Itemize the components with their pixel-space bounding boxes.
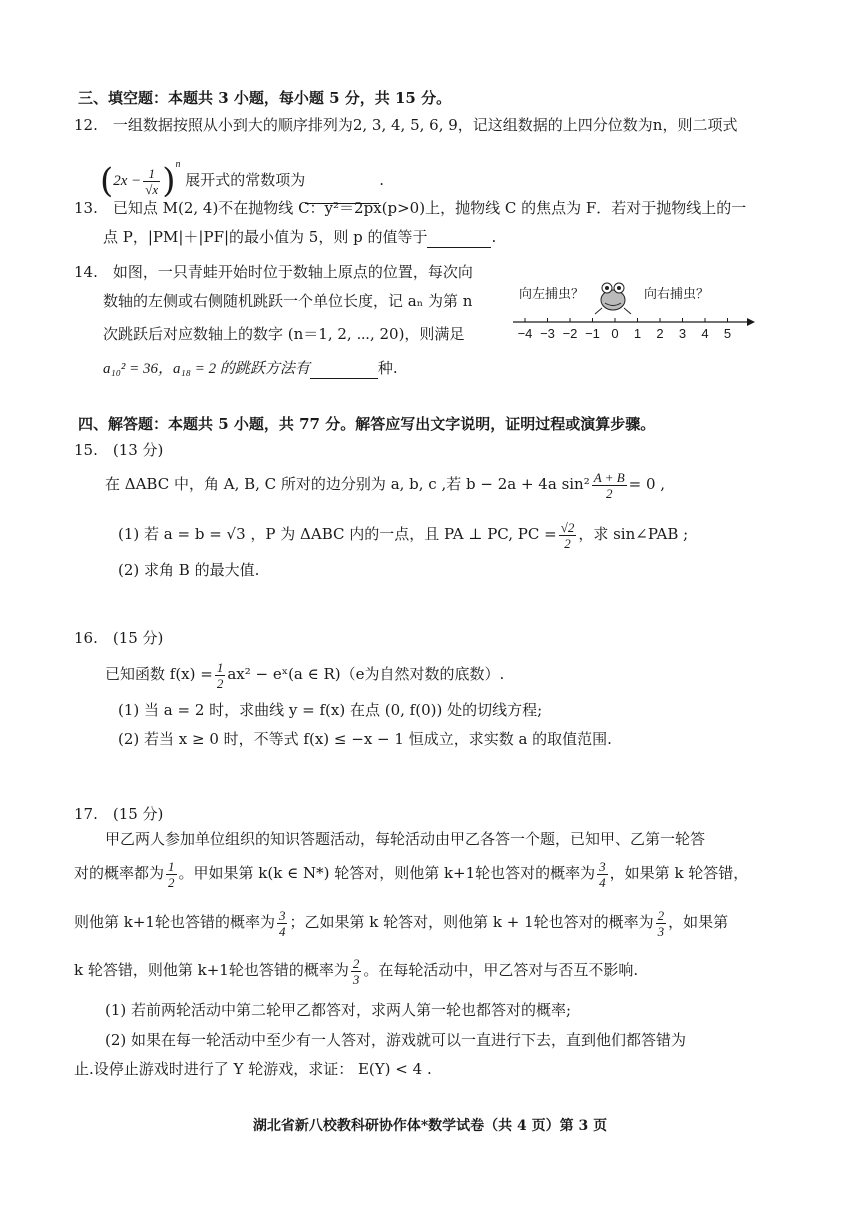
q15-p1-num: √2 [560,519,575,535]
q15-frac-num: A + B [593,469,625,485]
frac-den: 2 [168,874,175,890]
q12-fraction [143,166,160,197]
number-line-tick-label: 0 [611,326,619,341]
q14-condition: a₁₀² = 36，a₁₈ = 2 的跳跃方法有 [103,361,310,377]
q12-end: . [379,171,385,189]
number-line-tick-label: 5 [723,326,732,341]
q16-part2: (2) 若当 x ≥ 0 时，不等式 f(x) ≤ −x − 1 恒成立，求实数 a 的取值范围. [118,730,612,748]
q12-line2 [100,142,385,201]
paren-open: ( [100,161,114,201]
q17-line2 [74,853,748,893]
number-line-tick-label: 4 [701,326,709,341]
q16-heading: 16. (15 分) [74,629,164,647]
q15-stem-text: 在 ΔABC 中，角 A, B, C 所对的边分别为 a, b, c ,若 b − 2a + 4a sin² [105,475,590,493]
q17-l2-text-b: 。甲如果第 k(k ∈ N*) 轮答对，则他第 k+1轮也答对的概率为 [178,864,596,882]
q17-part2-line2: 止.设停止游戏时进行了 Y 轮游戏，求证： E(Y) < 4 . [74,1060,432,1078]
q17-line4 [74,950,638,990]
q15-part1-text: (1) 若 a = b = √3 ，P 为 ΔABC 内的一点，且 PA ⊥ PC, PC = [118,525,557,543]
frac-den: 3 [352,971,360,987]
frac-num: 1 [168,858,175,874]
number-line-tick-label: −1 [585,326,600,341]
axis-arrow-icon [747,318,755,326]
q15-part1 [118,514,688,554]
section-fill-in-heading: 三、填空题：本题共 3 小题，每小题 5 分，共 15 分。 [78,89,452,107]
q16-stem [105,654,504,694]
q17-l3-frac1 [277,908,288,939]
q12-line1: 12. 一组数据按照从小到大的顺序排列为2, 3, 4, 5, 6, 9，记这组数据的上四分位数为n，则二项式 [74,116,738,134]
q17-l3-text-b: ；乙如果第 k 轮答对，则他第 k + 1轮也答对的概率为 [289,913,654,931]
number-line-tick-label: 2 [656,326,664,341]
q17-l3-frac2 [656,908,667,939]
frac-num: 3 [278,907,286,923]
q15-stem [105,464,665,504]
q16-part1: (1) 当 a = 2 时，求曲线 y = f(x) 在点 (0, f(0)) 处的切线方程; [118,701,543,719]
q14-end: 种. [377,359,398,377]
q13-answer-blank [427,227,491,248]
q12-exponent: n [175,159,181,170]
frac-den: 4 [599,874,606,890]
q12-answer-blank [305,157,379,204]
q15-part2: (2) 求角 B 的最大值. [118,561,260,579]
q15-frac-den: 2 [605,485,613,501]
q17-l3-text-a: 则他第 k+1轮也答错的概率为 [74,913,275,931]
q12-frac-num: 1 [143,166,160,182]
q17-l4-text-b: 。在每轮活动中，甲乙答对与否互不影响. [363,961,639,979]
q17-heading: 17. (15 分) [74,805,164,823]
number-line-tick-label: 3 [678,326,687,341]
fig-left-label: 向左捕虫？ [519,286,585,301]
number-line-tick-label: −3 [540,326,555,341]
q16-frac-den: 2 [216,675,224,691]
q17-line1: 甲乙两人参加单位组织的知识答题活动，每轮活动由甲乙各答一个题，已知甲、乙第一轮答 [105,830,706,848]
q13-end: . [491,228,497,246]
frac-num: 2 [352,955,360,971]
q12-expr-left: 2x − [113,173,142,189]
number-line-tick-label: −4 [517,326,533,341]
q15-part1-end: ，求 sin∠PAB ; [578,525,689,543]
paren-close: ) [162,161,176,201]
q13-line2 [103,227,496,248]
frac-num: 3 [599,858,606,874]
q17-part1: (1) 若前两轮活动中第二轮甲乙都答对，求两人第一轮也都答对的概率; [105,1001,572,1019]
q15-p1-den: 2 [564,535,571,551]
q17-l3-text-c: ，如果第 [668,913,729,931]
number-line [513,318,755,341]
q15-heading: 15. (13 分) [74,441,164,459]
q15-stem-fraction [592,470,627,501]
frog-icon [595,283,631,314]
q12-frac-den: √x [145,181,159,197]
q16-stem-end: ax² − eˣ(a ∈ R)（e为自然对数的底数）. [227,665,505,683]
page-footer: 湖北省新八校教科研协作体*数学试卷（共 4 页）第 3 页 [252,1118,608,1134]
q12-tail: 展开式的常数项为 [185,171,306,189]
q14-line2: 数轴的左侧或右侧随机跳跃一个单位长度，记 aₙ 为第 n [103,292,473,310]
q17-l4-frac1 [351,956,362,987]
number-line-tick-label: 1 [633,326,642,341]
q16-stem-fraction [215,660,226,691]
q16-stem-text: 已知函数 f(x) = [105,665,213,683]
q17-l2-text-c: ，如果第 k 轮答错， [609,864,749,882]
frog-number-line-figure [505,272,755,350]
q17-l2-frac1 [166,859,177,890]
number-line-tick-label: −2 [562,326,578,341]
q17-l2-text-a: 对的概率都为 [74,864,165,882]
q14-line1: 14. 如图，一只青蛙开始时位于数轴上原点的位置，每次向 [74,263,473,281]
section-answer-heading: 四、解答题：本题共 5 小题，共 77 分。解答应写出文字说明，证明过程或演算步骤。 [78,415,656,433]
q15-part1-fraction [559,520,577,551]
q14-answer-blank [310,358,378,379]
q17-line3 [74,902,728,942]
q13-line1: 13. 已知点 M(2, 4)不在抛物线 C：y²＝2px(p>0)上，抛物线 C 的焦点为 F．若对于抛物线上的一 [74,199,747,217]
q17-part2-line1: (2) 如果在每一轮活动中至少有一人答对，游戏就可以一直进行下去，直到他们都答错为 [105,1031,687,1049]
q17-l4-text-a: k 轮答错，则他第 k+1轮也答错的概率为 [74,961,349,979]
fig-right-label: 向右捕虫？ [644,286,710,301]
frac-den: 3 [657,923,665,939]
q14-line4 [103,358,398,379]
q17-l2-frac2 [597,859,608,890]
q14-line3: 次跳跃后对应数轴上的数字 (n＝1, 2, ⋯, 20)，则满足 [103,325,465,343]
frac-num: 2 [657,907,665,923]
q16-frac-num: 1 [216,659,224,675]
q15-stem-end: = 0 , [628,475,666,493]
q13-line2-text: 点 P，|PM|＋|PF|的最小值为 5，则 p 的值等于 [103,228,428,246]
frac-den: 4 [278,923,286,939]
